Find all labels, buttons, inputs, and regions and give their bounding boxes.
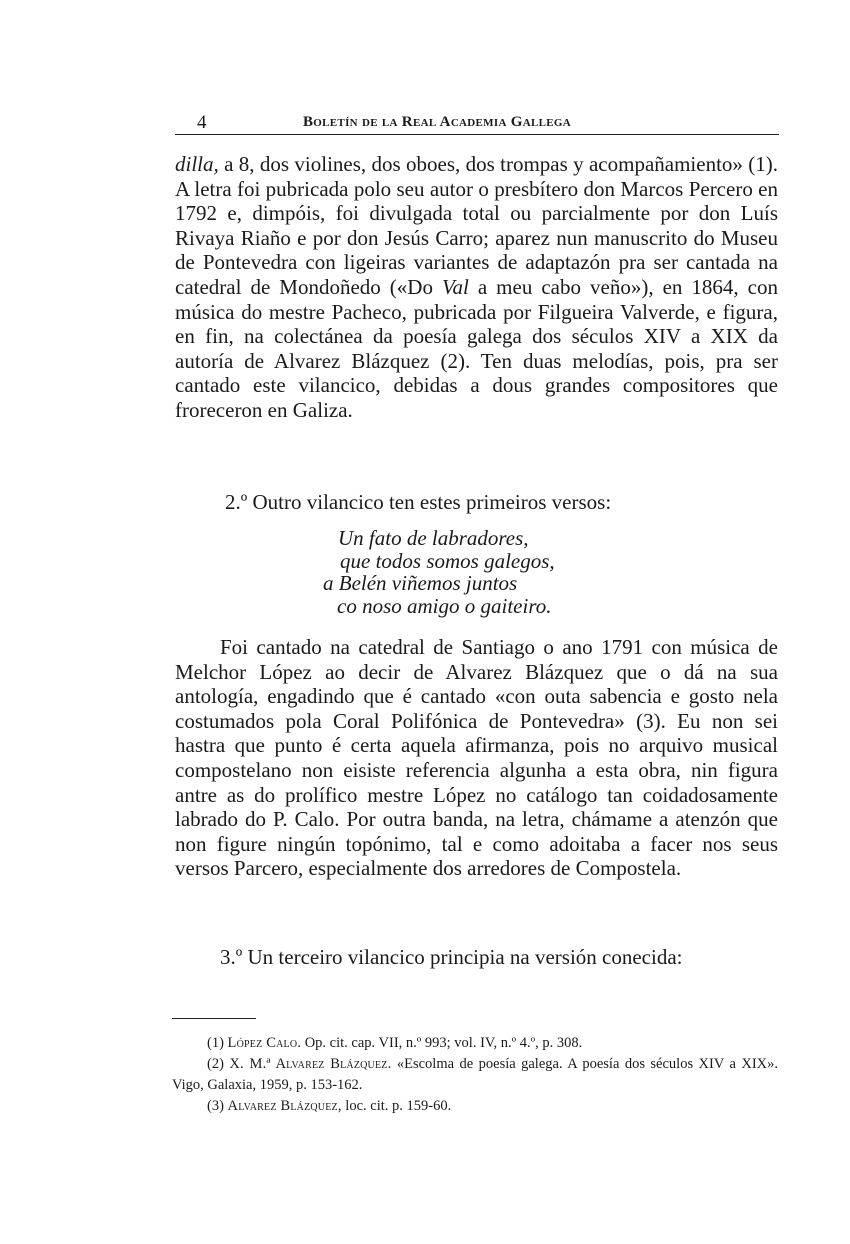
paragraph-continuation [175,152,778,423]
section-3-text: 3.º Un terceiro vilancico principia na versión conecida: [220,945,683,969]
header-rule [175,134,779,135]
verse-line: co noso amigo o gaiteiro. [337,593,552,618]
text-italic-dilla: dilla, [175,152,219,176]
section-2-intro [175,490,778,515]
footnote-mark: (3) [207,1098,224,1114]
footnote-author: López Calo. [227,1035,302,1051]
running-header [175,112,775,136]
verse-line: a Belén viñemos juntos [323,571,518,595]
running-title: Boletín de la Real Academia Gallega [303,114,571,130]
footnotes [172,1033,778,1117]
footnote-rule [172,1018,256,1019]
paragraph-section-2 [175,635,778,881]
footnote-2 [172,1054,778,1096]
footnote-mark: (1) [207,1035,224,1051]
text-italic-val: Val [441,274,469,299]
footnote-text: Op. cit. cap. VII, n.º 993; vol. IV, n.º 4.º, p. 308. [304,1035,583,1051]
page-number: 4 [197,112,207,133]
verse-line: Un fato de labradores, [338,526,529,550]
footnote-author: Alvarez Blázquez, [227,1098,342,1114]
paragraph-text: Foi cantado na catedral de Santiago o ano 1791 con música de Melchor López ao decir de Alvarez Blázquez que o dá na sua antología, engadindo que é cantado «con outa sabencia e gosto nela costumados pola Coral Polifónica de Pontevedra» (3). Eu non sei hastra que punto é certa aquela afirmanza, pois no arquivo musical compostelano non eisiste referencia algunha a esta obra, nin figura antre as do prolífico mestre López no catálogo tan coidadosamente labrado do P. Calo. Por outra banda, na letra, chámame a atenzón que non figure ningún topónimo, tal e como adoitaba a facer nos seus versos Parcero, especialmente dos arredores de Compostela. [175,635,778,881]
footnote-1 [172,1033,778,1054]
footnote-author: X. M.ª Alvarez Blázquez. [229,1056,392,1072]
footnote-3 [172,1096,778,1117]
section-2-text: 2.º Outro vilancico ten estes primeiros versos: [225,490,612,514]
verse-quote [320,527,660,617]
footnote-text: «Escolma de poesía galega. A poesía dos séculos XIV a XIX». Vigo, Galaxia, 1959, p. 153-162. [172,1056,779,1093]
footnote-text: loc. cit. p. 159-60. [345,1098,452,1114]
text-run: a meu cabo veño»), en 1864, con música do mestre Pacheco, pubricada por Filgueira Valverde, e figura, en fin, na colectánea da poesía galega dos séculos XIV a XIX da autoría de Alvarez Blázquez (2). Ten duas melodías, pois, pra ser cantado este vilancico, debidas a dous grandes compositores que froreceron en Galiza. [175,274,779,422]
text-run: a 8, dos violines, dos oboes, dos trompas y acompañamiento» (1). A letra foi pubricada polo seu autor o presbítero don Marcos Percero en 1792 e, dimpóis, foi divulgada total ou parcialmente por don Luís Rivaya Riaño e por don Jesús Carro; aparez nun manuscrito do Museu de Pontevedra con ligeiras variantes de adaptazón pra ser cantada na catedral de Mondoñedo («Do [175,152,778,299]
footnote-mark: (2) [207,1056,224,1072]
verse-line: que todos somos galegos, [340,548,555,573]
section-3-intro [175,945,778,970]
